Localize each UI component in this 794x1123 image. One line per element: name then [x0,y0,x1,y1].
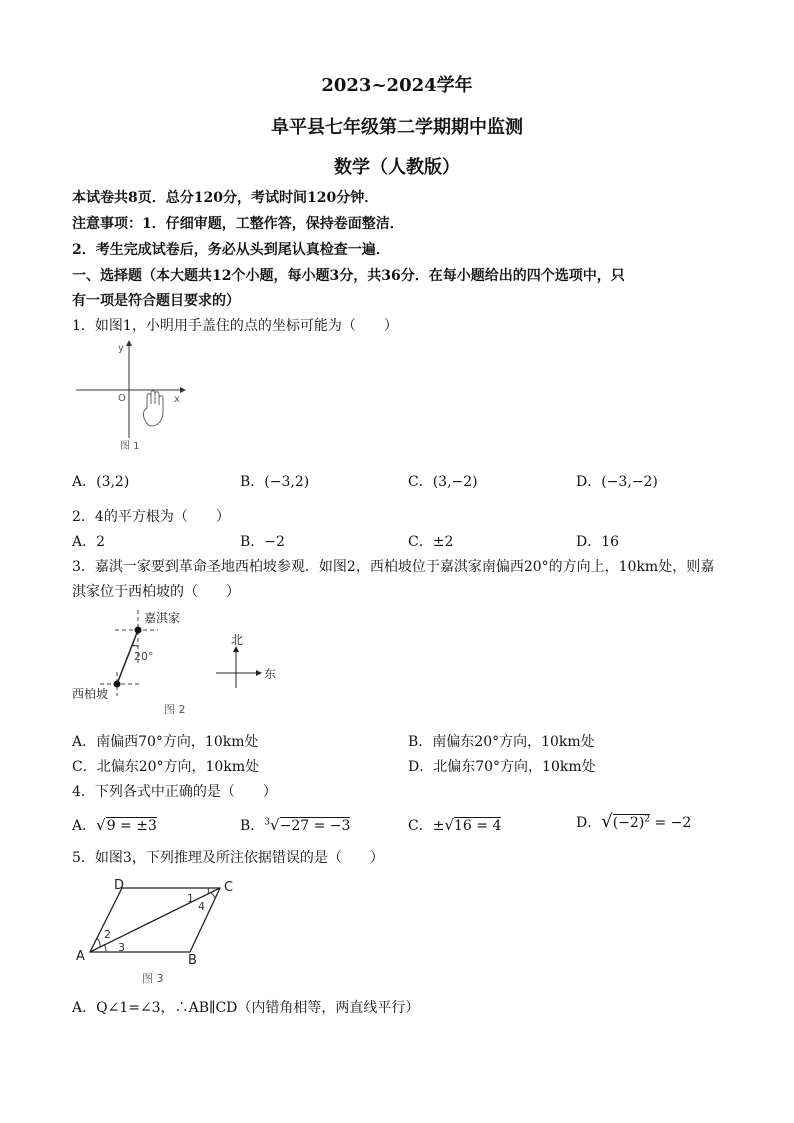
figure-2-caption: 图 2 [164,703,186,716]
q4-option-d-rhs: = −2 [650,815,692,831]
compass-east-label: 东 [264,667,277,681]
q1-option-a: A．(3,2) [72,474,130,490]
q4-option-a-expr: 9 = ±3 [106,818,157,834]
q4-option-b [240,815,350,835]
hand-icon [143,391,163,426]
q2-option-a: A．2 [72,534,106,550]
q4-option-d-inner: (−2) [612,815,645,831]
angle-2-arc [97,938,100,947]
exam-title: 阜平县七年级第二学期期中监测 [271,117,523,138]
q1-option-b: B．(−3,2) [240,474,310,490]
home-label: 嘉淇家 [144,611,181,625]
q3-option-c: C．北偏东20°方向，10km处 [72,759,260,775]
q1-option-c: C．(3,−2) [408,474,478,490]
compass-north-label: 北 [231,633,244,647]
q4-option-a [72,815,157,835]
angle-1-label: 1 [187,892,194,905]
q4-option-d-label: D． [576,815,602,831]
xibaipo-label: 西柏坡 [72,687,109,701]
root-index: 3 [264,817,271,828]
origin-label: O [118,393,126,404]
exam-year: 2023~2024学年 [321,75,473,96]
x-axis-arrow [180,387,186,393]
xibaipo-point [114,681,121,688]
angle-label: 20° [134,650,154,663]
q3-option-b: B．南偏东20°方向，10km处 [408,734,595,750]
intro-line-1: 本试卷共8页．总分120分，考试时间120分钟． [72,190,379,206]
y-axis-arrow [126,340,132,346]
figure-1 [70,338,190,458]
vertex-c: C [224,880,234,895]
sqrt-sign: √ [270,816,280,834]
plus-minus: ± [432,818,445,834]
intro-line-3: 2．考生完成试卷后，务必从头到尾认真检查一遍． [72,242,390,258]
figure-3 [70,872,250,990]
home-point [135,627,142,634]
q4-option-d [576,811,691,832]
angle-4-arc [211,893,215,898]
q4-option-a-label: A． [72,818,97,834]
q2-option-b: B．−2 [240,534,285,550]
q4-option-d-exponent: 2 [644,814,651,825]
diagonal-ac [90,888,220,952]
q2-stem: 2．4的平方根为（ ） [72,509,230,525]
sqrt-sign: √ [601,811,613,832]
q4-option-c-label: C． [408,818,433,834]
q4-stem: 4．下列各式中正确的是（ ） [72,784,277,800]
q4-option-c [408,815,501,835]
figure-1-caption: 图 1 [120,441,140,452]
angle-3-arc [104,944,106,952]
vertex-b: B [188,953,197,968]
q2-option-d: D．16 [576,534,620,550]
angle-2-label: 2 [104,928,111,941]
section-heading-line-2: 有一项是符合题目要求的） [72,293,240,309]
y-axis-label: y [118,343,124,354]
q3-stem-line-1: 3．嘉淇一家要到革命圣地西柏坡参观．如图2，西柏坡位于嘉淇家南偏西20°的方向上，10km处，则嘉 [72,559,715,575]
q1-option-d: D．(−3,−2) [576,474,658,490]
sqrt-sign: √ [444,816,455,834]
q5-option-a: A．Q∠1=∠3，∴AB∥CD（内错角相等，两直线平行） [72,1000,420,1016]
q3-option-d: D．北偏东70°方向，10km处 [408,759,596,775]
compass-east-arrow [256,670,262,676]
q5-stem: 5．如图3，下列推理及所注依据错误的是（ ） [72,850,384,866]
q4-option-c-expr: 16 = 4 [454,818,502,834]
figure-3-caption: 图 3 [142,972,164,985]
q2-option-c: C．±2 [408,534,454,550]
sqrt-sign: √ [96,816,106,834]
vertex-d: D [114,878,125,893]
q4-option-b-expr: −27 = −3 [279,818,351,834]
intro-line-2: 注意事项：1．仔细审题，工整作答，保持卷面整洁． [72,216,404,232]
angle-arc [132,645,138,646]
x-axis-label: x [174,394,180,405]
section-heading-line-1: 一、选择题（本大题共12个小题，每小题3分，共36分．在每小题给出的四个选项中，只 [72,268,625,284]
exam-subtitle: 数学（人教版） [334,157,460,178]
q3-stem-line-2: 淇家位于西柏坡的（ ） [72,584,240,600]
q1-stem: 1．如图1，小明用手盖住的点的坐标可能为（ ） [72,318,398,334]
q4-option-b-label: B． [240,818,265,834]
vertex-a: A [76,949,85,964]
angle-4-label: 4 [198,900,205,913]
q3-option-a: A．南偏西70°方向，10km处 [72,734,259,750]
angle-3-label: 3 [118,941,125,954]
figure-2 [70,606,290,721]
